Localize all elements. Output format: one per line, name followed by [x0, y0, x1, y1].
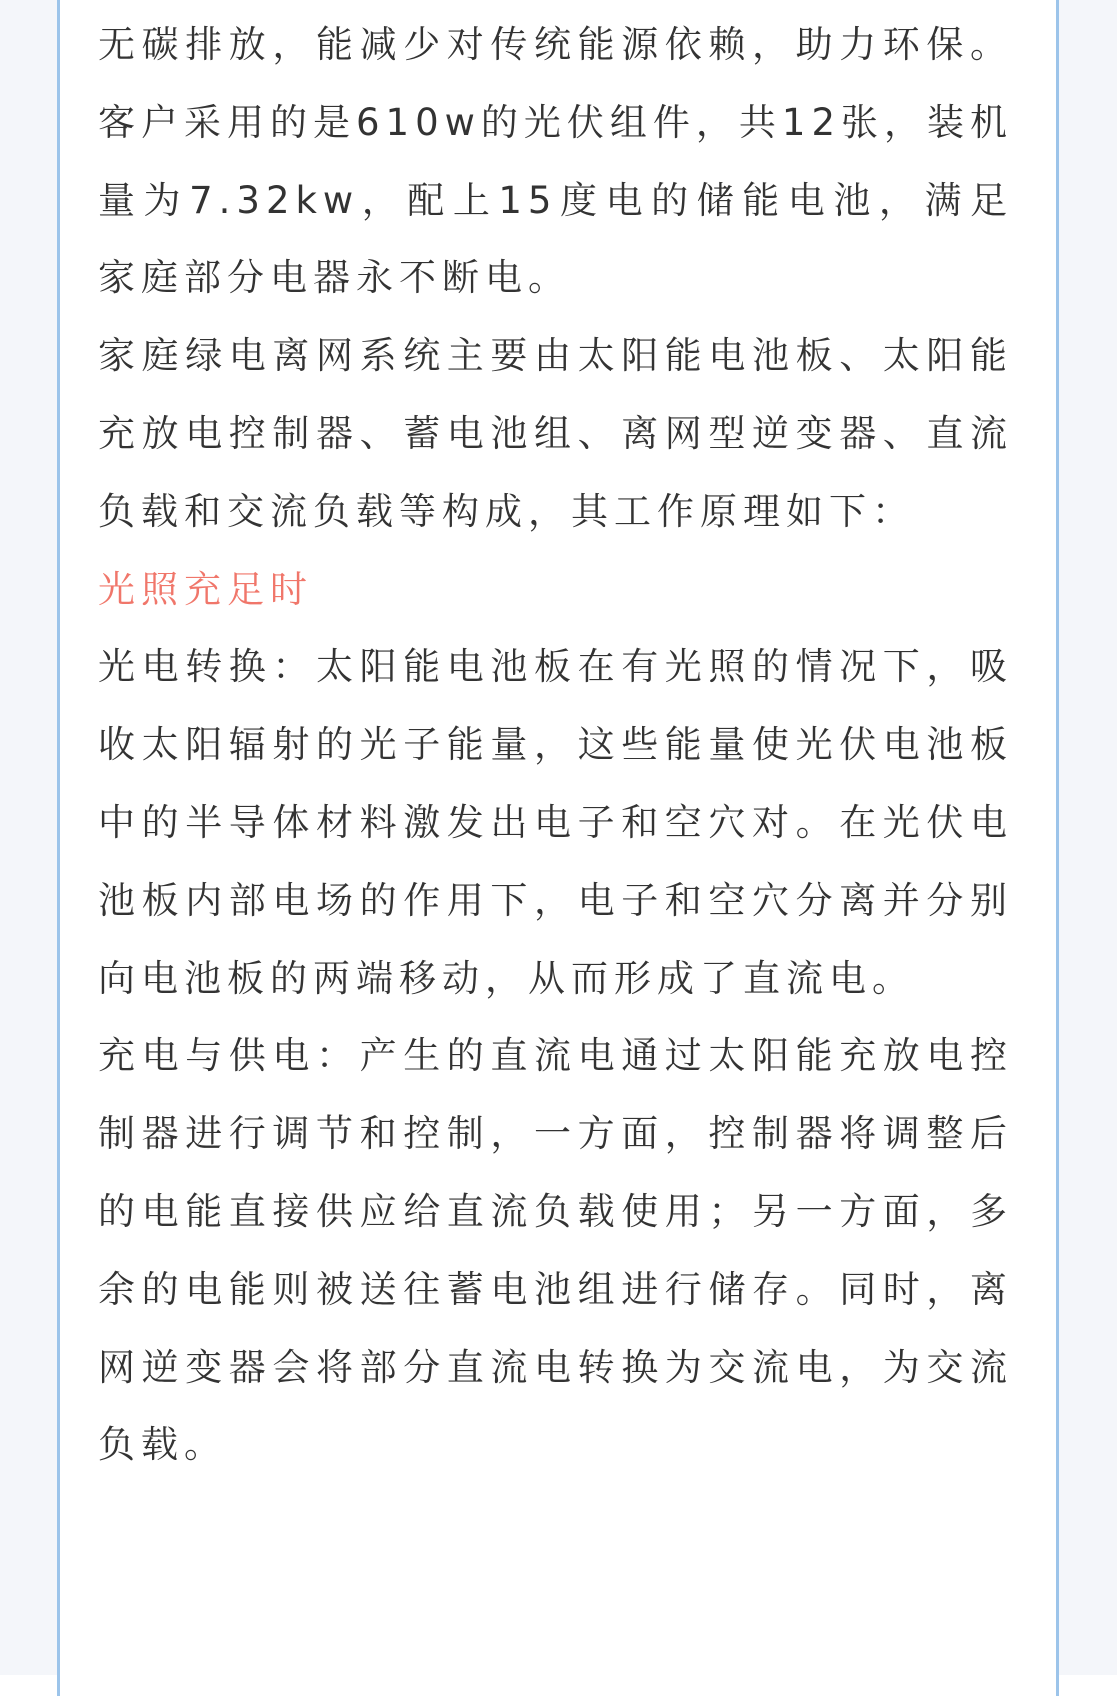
paragraph-intro-continued: 无碳排放，能减少对传统能源依赖，助力环保。客户采用的是610w的光伏组件，共12张，装机量为7.32kw，配上15度电的储能电池，满足家庭部分电器永不断电。 [98, 23, 1013, 300]
paragraph-charging-and-supply: 充电与供电：产生的直流电通过太阳能充放电控制器进行调节和控制，一方面，控制器将调整后的电能直接供应给直流负载使用；另一方面，多余的电能则被送往蓄电池组进行储存。同时，离网逆变器会将部分直流电转换为交流电，为交流负载。 [98, 1034, 1013, 1467]
paragraph-photoelectric-conversion: 光电转换：太阳能电池板在有光照的情况下，吸收太阳辐射的光子能量，这些能量使光伏电池板中的半导体材料激发出电子和空穴对。在光伏电池板内部电场的作用下，电子和空穴分离并分别向电池板的两端移动，从而形成了直流电。 [98, 645, 1013, 1000]
paragraph-system-composition: 家庭绿电离网系统主要由太阳能电池板、太阳能充放电控制器、蓄电池组、离网型逆变器、直流负载和交流负载等构成，其工作原理如下： [98, 334, 1013, 533]
article-content [98, 6, 1013, 1484]
section-heading-sufficient-light: 光照充足时 [98, 567, 313, 611]
